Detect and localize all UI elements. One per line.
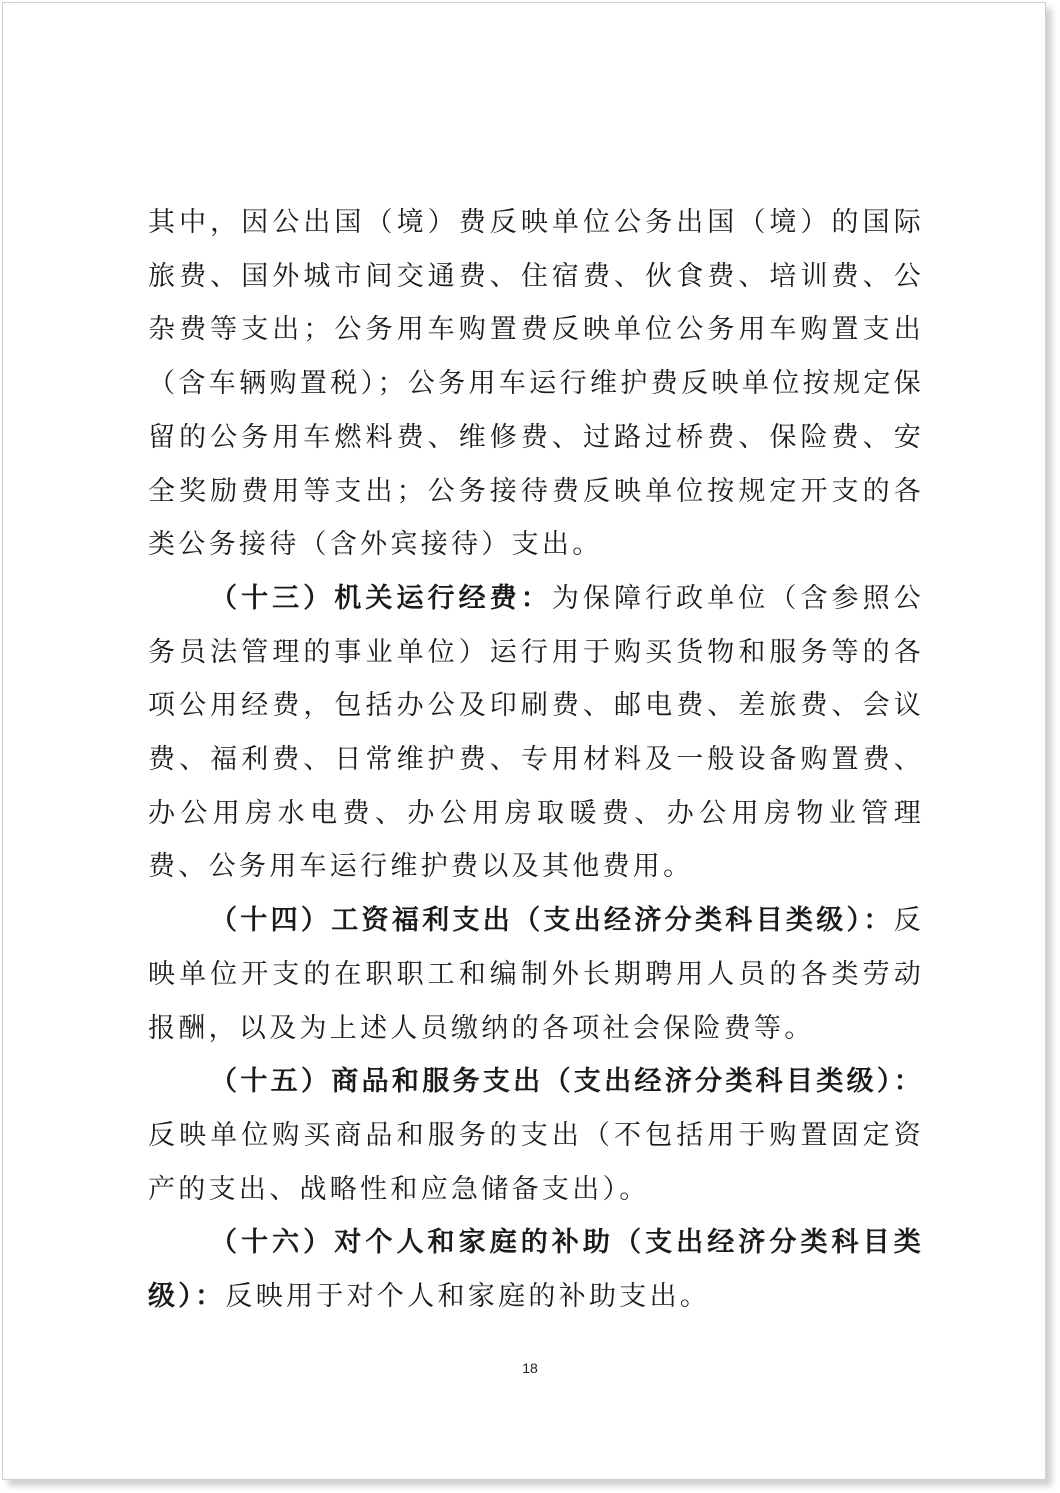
paragraph-heading: （十三）机关运行经费： [210,582,552,614]
paragraph-item-13 [148,572,924,894]
paragraph-text: 反映单位购买商品和服务的支出（不包括用于购置固定资产的支出、战略性和应急储备支出）。 [148,1119,924,1205]
paragraph-heading: （十四）工资福利支出（支出经济分类科目类级）： [210,905,894,937]
paragraph-public-expense-notes [148,196,924,572]
paragraph-heading: （十六）对个人和家庭的补助（支出经济分类科目类级）： [148,1227,924,1313]
paragraph-text: 反映单位开支的在职职工和编制外长期聘用人员的各类劳动报酬，以及为上述人员缴纳的各项社会保险费等。 [148,905,924,1044]
paragraph-item-14 [148,894,924,1055]
paragraph-text: 其中，因公出国（境）费反映单位公务出国（境）的国际旅费、国外城市间交通费、住宿费、伙食费、培训费、公杂费等支出；公务用车购置费反映单位公务用车购置支出（含车辆购置税）；公务用车运行维护费反映单位按规定保留的公务用车燃料费、维修费、过路过桥费、保险费、安全奖励费用等支出；公务接待费反映单位按规定开支的各类公务接待（含外宾接待）支出。 [148,207,924,561]
page-number: 18 [522,1360,538,1376]
paragraph-text: 为保障行政单位（含参照公务员法管理的事业单位）运行用于购买货物和服务等的各项公用经费，包括办公及印刷费、邮电费、差旅费、会议费、福利费、日常维护费、专用材料及一般设备购置费、办公用房水电费、办公用房取暖费、办公用房物业管理费、公务用车运行维护费以及其他费用。 [148,582,924,883]
paragraph-text: 反映用于对个人和家庭的补助支出。 [225,1281,711,1313]
paragraph-heading: （十五）商品和服务支出（支出经济分类科目类级）： [210,1066,924,1098]
document-body [148,196,924,1324]
paragraph-item-15 [148,1055,924,1216]
paragraph-item-16 [148,1216,924,1323]
